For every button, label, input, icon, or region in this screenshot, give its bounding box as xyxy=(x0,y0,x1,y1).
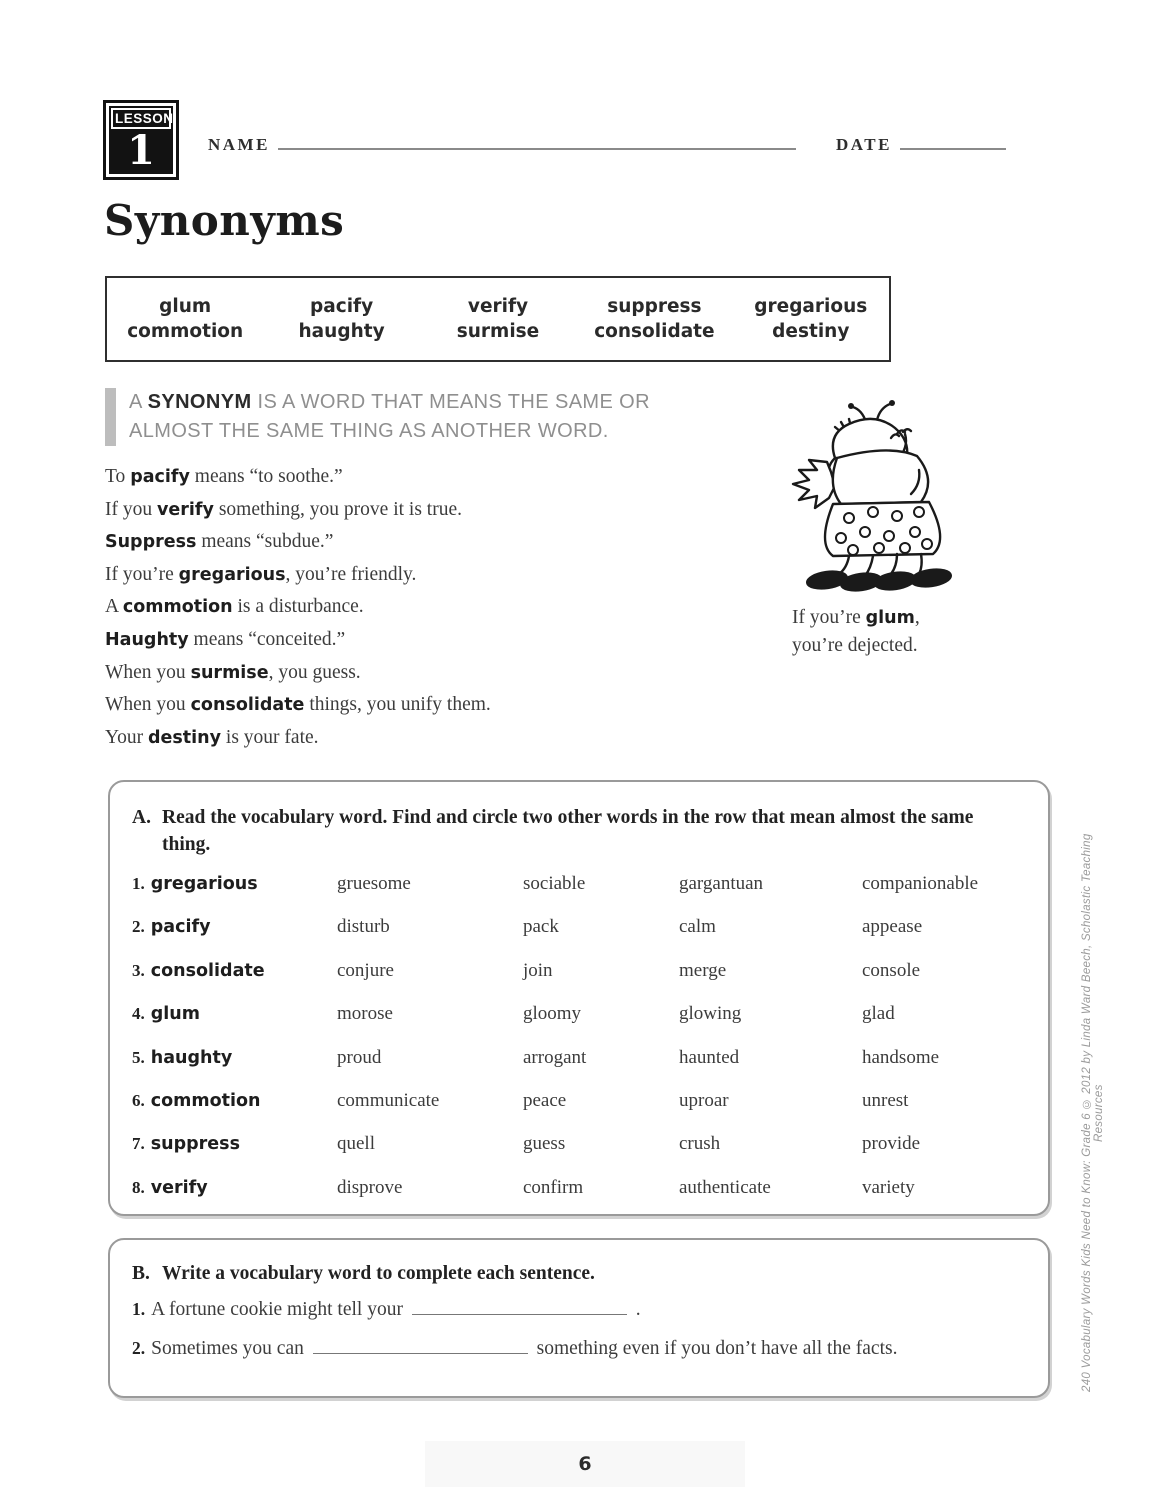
synonym-option[interactable]: disturb xyxy=(337,916,390,938)
copyright-credit: 240 Vocabulary Words Kids Need to Know: Grade 6 © 2012 by Linda Ward Beech, Scholastic Teaching Resources xyxy=(1081,833,1105,1393)
definition-term: verify xyxy=(157,499,214,520)
definition-line: Suppress means “subdue.” xyxy=(105,531,334,553)
synonym-option[interactable]: provide xyxy=(862,1133,921,1155)
section-b-items xyxy=(132,1299,1024,1360)
definition-line: If you’re gregarious, you’re friendly. xyxy=(105,563,417,585)
definition-line: When you consolidate things, you unify them. xyxy=(105,694,491,716)
row-number: 5. xyxy=(132,1047,145,1067)
synonym-option[interactable]: authenticate xyxy=(679,1176,771,1198)
lesson-badge xyxy=(103,100,179,180)
row-number: 8. xyxy=(132,1177,145,1197)
synonym-option[interactable]: calm xyxy=(679,916,716,938)
vocabulary-word: surmise xyxy=(456,321,540,342)
row-vocabulary-word: verify xyxy=(150,1177,208,1198)
row-number: 2. xyxy=(132,917,145,937)
vocabulary-word: pacify xyxy=(310,296,374,317)
vocabulary-word: haughty xyxy=(298,321,385,342)
row-number: 7. xyxy=(132,1134,145,1154)
fill-in-sentence: 1. A fortune cookie might tell your . xyxy=(132,1299,641,1320)
vocabulary-word: gregarious xyxy=(754,296,868,317)
vocabulary-word: suppress xyxy=(607,296,702,317)
synonym-option[interactable]: gloomy xyxy=(523,1003,582,1025)
synonym-option[interactable]: confirm xyxy=(523,1176,584,1198)
row-vocabulary-word: gregarious xyxy=(150,874,258,894)
callout-accent-bar xyxy=(105,388,116,446)
synonym-row xyxy=(132,873,1024,916)
synonym-option[interactable]: quell xyxy=(337,1133,375,1155)
synonym-row xyxy=(132,1090,1024,1133)
section-b-label: B. xyxy=(132,1263,150,1284)
row-number: 6. xyxy=(132,1090,145,1110)
glum-character-illustration xyxy=(769,398,974,598)
definition-term: Suppress xyxy=(105,532,197,553)
section-a-instructions: Read the vocabulary word. Find and circle two other words in the row that mean almost the same thing. xyxy=(162,807,974,855)
synonym-option[interactable]: appease xyxy=(862,916,923,938)
synonym-option[interactable]: merge xyxy=(679,959,727,981)
date-label: DATE xyxy=(835,135,892,154)
lesson-badge-inner xyxy=(109,106,173,174)
section-a-heading xyxy=(132,804,1024,858)
synonym-option[interactable]: console xyxy=(862,959,921,981)
name-label: NAME xyxy=(208,135,270,154)
name-date-row xyxy=(208,134,1008,155)
row-vocabulary-word: pacify xyxy=(150,917,211,938)
synonym-option[interactable]: uproar xyxy=(679,1089,729,1111)
synonym-option[interactable]: guess xyxy=(523,1133,566,1155)
sentence-number: 1. xyxy=(132,1299,146,1319)
definition-term: consolidate xyxy=(190,695,305,716)
synonym-option[interactable]: unrest xyxy=(862,1089,909,1111)
synonym-option[interactable]: arrogant xyxy=(523,1046,587,1068)
lesson-number: 1 xyxy=(127,127,155,174)
synonym-option[interactable]: morose xyxy=(337,1003,393,1025)
vocabulary-word: consolidate xyxy=(594,321,715,342)
synonym-row xyxy=(132,916,1024,959)
synonym-option[interactable]: peace xyxy=(523,1089,567,1111)
definition-line: Haughty means “conceited.” xyxy=(105,628,346,650)
fill-in-sentence: 2. Sometimes you can something even if you don’t have all the facts. xyxy=(132,1338,898,1359)
name-input-line[interactable] xyxy=(278,134,796,150)
definition-term: pacify xyxy=(130,467,190,487)
definition-line: If you verify something, you prove it is true. xyxy=(105,498,462,520)
callout-text: A SYNONYM IS A WORD THAT MEANS THE SAME OR ALMOST THE SAME THING AS ANOTHER WORD. xyxy=(129,391,650,442)
row-number: 4. xyxy=(132,1004,145,1024)
definition-term: destiny xyxy=(148,727,222,748)
definition-line: When you surmise, you guess. xyxy=(105,661,361,683)
synonym-option[interactable]: handsome xyxy=(862,1046,940,1068)
definition-term: Haughty xyxy=(105,629,189,650)
section-b-instructions: Write a vocabulary word to complete each sentence. xyxy=(162,1263,595,1284)
definition-callout xyxy=(105,388,735,446)
row-vocabulary-word: commotion xyxy=(150,1090,261,1111)
synonym-option[interactable]: sociable xyxy=(523,873,586,894)
row-vocabulary-word: suppress xyxy=(150,1134,241,1155)
synonym-option[interactable]: crush xyxy=(679,1133,721,1155)
synonym-option[interactable]: proud xyxy=(337,1046,382,1068)
section-a-label: A. xyxy=(132,807,151,828)
row-vocabulary-word: consolidate xyxy=(150,960,265,981)
definitions-list xyxy=(105,461,705,754)
synonym-option[interactable]: glad xyxy=(862,1003,895,1025)
row-vocabulary-word: glum xyxy=(150,1004,200,1025)
synonym-row xyxy=(132,1003,1024,1046)
row-vocabulary-word: haughty xyxy=(150,1047,233,1068)
footer-band xyxy=(425,1441,745,1487)
answer-blank[interactable] xyxy=(313,1340,528,1354)
definition-line: To pacify means “to soothe.” xyxy=(105,466,343,487)
lesson-badge-label: LESSON xyxy=(111,108,171,129)
synonym-row xyxy=(132,1047,1024,1090)
illustration-caption: If you’re glum, you’re dejected. xyxy=(792,607,920,656)
synonym-row xyxy=(132,1133,1024,1176)
page-title: Synonyms xyxy=(104,196,345,245)
row-number: 1. xyxy=(132,874,145,893)
synonym-option[interactable]: companionable xyxy=(862,873,979,894)
synonym-option[interactable]: conjure xyxy=(337,959,394,981)
row-number: 3. xyxy=(132,960,145,980)
section-b-heading xyxy=(132,1260,1024,1287)
vocabulary-word: destiny xyxy=(772,321,850,342)
synonym-option[interactable]: haunted xyxy=(679,1046,740,1068)
synonym-option[interactable]: join xyxy=(523,959,553,981)
synonym-option[interactable]: disprove xyxy=(337,1176,403,1198)
synonym-option[interactable]: pack xyxy=(523,916,559,938)
synonym-row xyxy=(132,1177,1024,1220)
vocabulary-word: verify xyxy=(467,296,529,317)
vocabulary-word: glum xyxy=(159,296,212,317)
word-box xyxy=(105,276,891,362)
synonym-option[interactable]: variety xyxy=(862,1176,915,1198)
illustration-figure xyxy=(756,398,986,659)
section-a xyxy=(108,780,1050,1216)
definition-term: gregarious xyxy=(178,564,286,585)
synonym-option[interactable]: gruesome xyxy=(337,873,411,894)
definition-line: Your destiny is your fate. xyxy=(105,726,319,748)
definition-term: surmise xyxy=(190,662,269,683)
definition-term: commotion xyxy=(122,597,233,618)
sentence-number: 2. xyxy=(132,1338,146,1358)
page-number: 6 xyxy=(578,1453,592,1475)
synonym-option[interactable]: communicate xyxy=(337,1089,440,1111)
section-b xyxy=(108,1238,1050,1398)
synonym-row xyxy=(132,960,1024,1003)
synonym-option[interactable]: gargantuan xyxy=(679,873,764,894)
section-a-rows xyxy=(132,873,1024,1220)
definition-line: A commotion is a disturbance. xyxy=(105,596,364,618)
answer-blank[interactable] xyxy=(412,1301,627,1315)
synonym-option[interactable]: glowing xyxy=(679,1003,742,1025)
date-input-line[interactable] xyxy=(900,134,1006,150)
vocabulary-word: commotion xyxy=(127,321,244,342)
